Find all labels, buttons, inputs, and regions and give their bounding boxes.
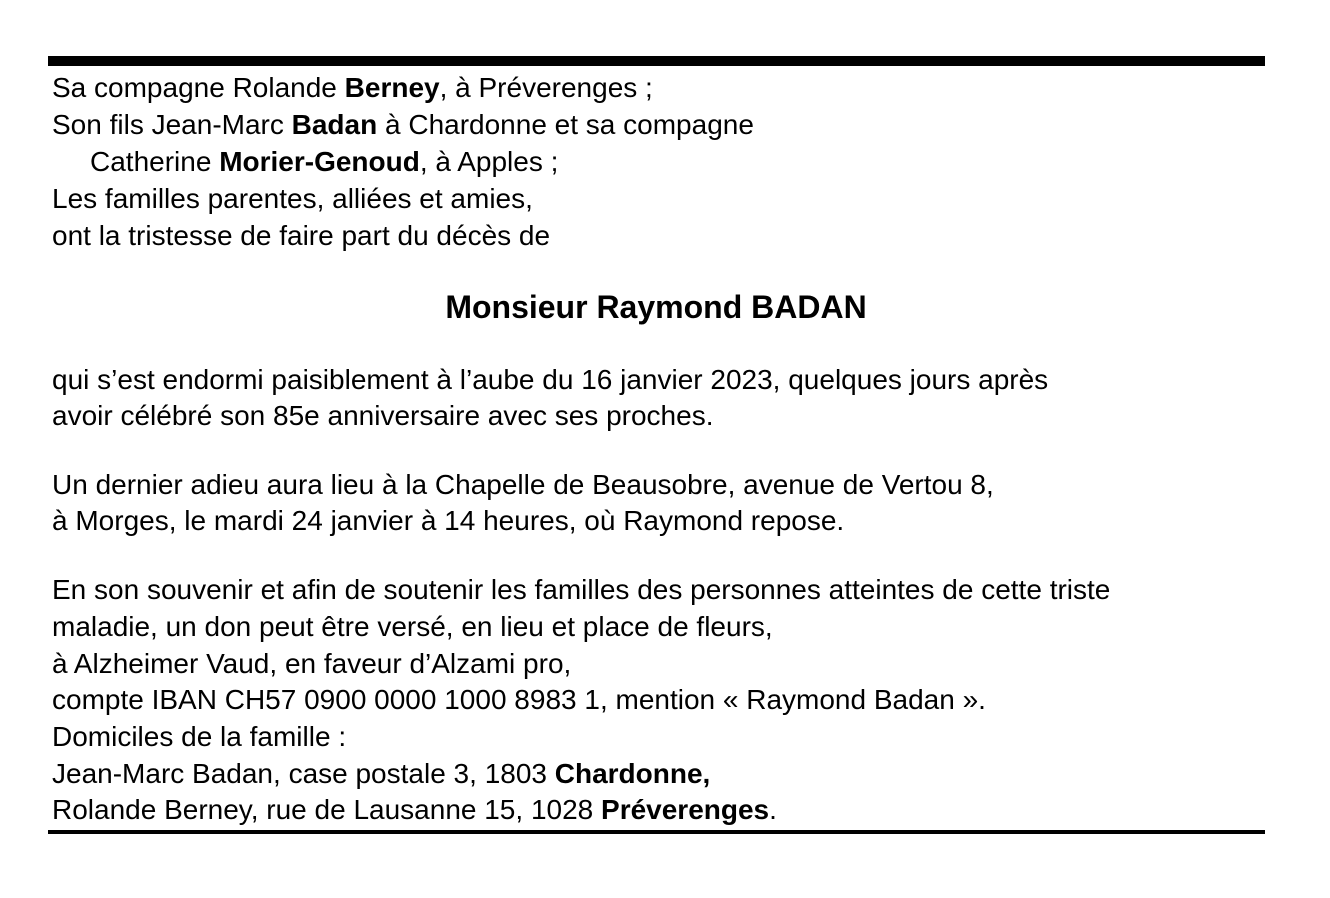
domicile-line-partner-address: Rolande Berney, rue de Lausanne 15, 1028 [52,794,602,825]
domicile-line-partner-town: Préverenges [601,794,770,825]
donation-line-1: En son souvenir et afin de soutenir les familles des personnes atteintes de cette triste [52,574,1111,605]
family-line-relatives: Les familles parentes, alliées et amies, [52,183,533,214]
family-line-partner-text: Sa compagne Rolande [52,72,345,103]
family-line-son-partner-place: , à Apples ; [419,146,559,177]
donation-line-iban: compte IBAN CH57 0900 0000 1000 8983 1, mention « Raymond Badan ». [52,684,986,715]
passing-line-2: avoir célébré son 85e anniversaire avec ses proches. [52,400,714,431]
domiciles-heading: Domiciles de la famille : [52,721,347,752]
family-line-son [52,107,754,143]
donation-line-2: maladie, un don peut être versé, en lieu et place de fleurs, [52,611,773,642]
deceased-name-heading: Monsieur Raymond BADAN [445,289,867,325]
family-line-partner-place: , à Préverenges ; [439,72,653,103]
family-line-son-surname: Badan [291,109,378,140]
family-line-son-partner-surname: Morier-Genoud [219,146,420,177]
family-line-son-place: à Chardonne et sa compagne [377,109,754,140]
domicile-line-son-address: Jean-Marc Badan, case postale 3, 1803 [52,758,555,789]
domicile-line-son [52,756,710,792]
family-line-partner-surname: Berney [344,72,440,103]
family-line-son-partner-text: Catherine [90,146,220,177]
top-divider [48,56,1265,66]
donation-line-3: à Alzheimer Vaud, en faveur d’Alzami pro, [52,648,572,679]
passing-line-1: qui s’est endormi paisiblement à l’aube du 16 janvier 2023, quelques jours après [52,364,1049,395]
family-line-son-partner [90,144,558,180]
ceremony-line-2: à Morges, le mardi 24 janvier à 14 heures, où Raymond repose. [52,505,845,536]
family-line-partner [52,70,653,106]
family-line-announcement: ont la tristesse de faire part du décès de [52,220,551,251]
domicile-line-son-town: Chardonne, [554,758,711,789]
ceremony-line-1: Un dernier adieu aura lieu à la Chapelle de Beausobre, avenue de Vertou 8, [52,469,994,500]
bottom-divider [48,830,1265,834]
family-line-son-text: Son fils Jean-Marc [52,109,292,140]
domicile-line-partner [52,792,777,828]
domicile-line-partner-suffix: . [769,794,777,825]
